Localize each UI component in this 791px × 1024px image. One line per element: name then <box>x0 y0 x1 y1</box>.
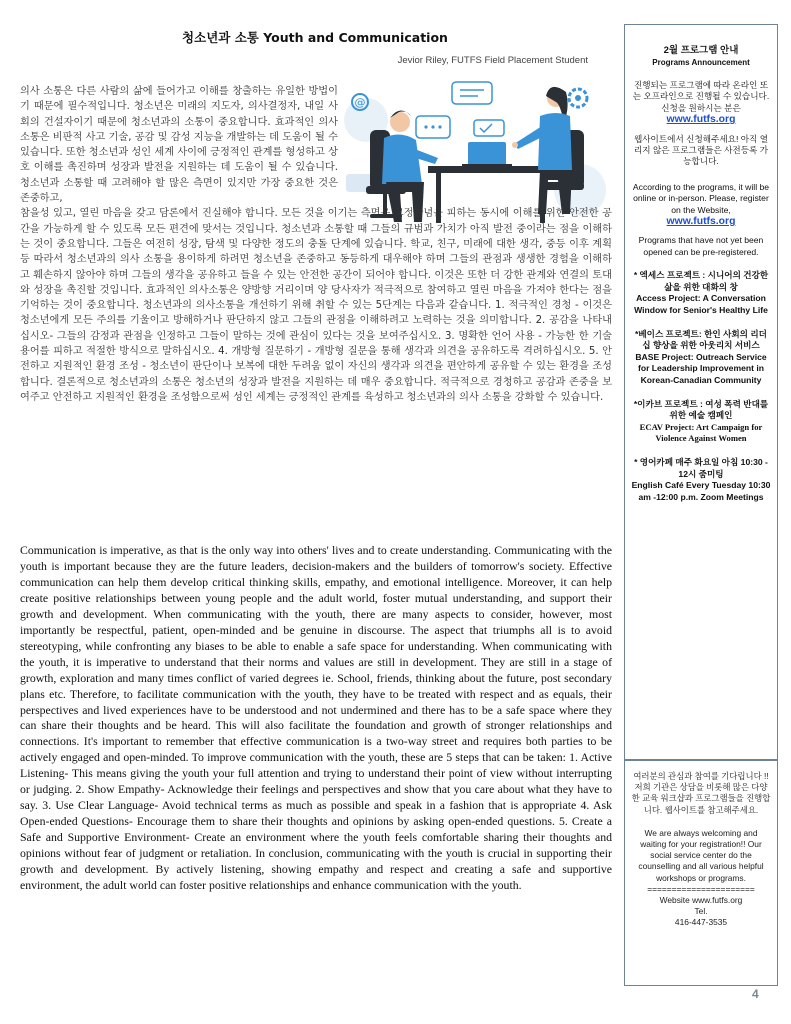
sidebar-title: 2월 프로그램 안내 <box>663 45 739 56</box>
divider-line: ====================== <box>647 883 755 894</box>
tel-label: Tel. <box>694 906 708 917</box>
english-article-text: Communication is imperative, as that is the only way into others' lives and to create understanding. Communicating with the youth is important because they are the future leaders, decision-makers and the builders of tomorrow's society. Effective communication can help them develop critical thinking skills, empathy, and emotional intelligence. Moreover, it can help create positive relationships between young people and the adult world, foster mutual understanding, and support their growth and development. When communicating with the youth, there are many aspects to consider, however, most importantly be respectful, patient, open-minded and be genuine in discourse. The aspect that triumphs all is to avoid stereotyping, while confronting any biases to be able to enable a safe space for understanding. When communicating with the youth, it is imperative to understand that their norms and values are still in development. They are still in a stage of growth, exploration and many times conflict of varied degrees ie. School, friends, thinking about the future, post secondary plans etc. Therefore, to facilitate communication with the youth, they have to be treated with respect and as equals, their perspectives and lived experiences have to be understood and not undermined and there has to be a safe space where they can share their thoughts and be heard. This will also facilitate the foundation and growth of stronger relationships and connections. It's important to remember that effective communication is a two-way street and requires both parties to be actively engaged and open-minded. To improve communication with the youth, these are 5 steps that can be taken: 1. Active Listening- This means giving the youth your full attention and trying to understand their point of view without interrupting or judging. 2. Show Empathy- Acknowledge their feelings and perspectives and show that you care about what they have to say. 3. Use Clear Language- Avoid technical terms as much as possible and speak in a fashion that is appropriate 4. Ask Open-ended Questions- Encourage them to share their thoughts and opinions by asking open-ended questions. 5. Create a Safe and Supportive Environment- Create an environment where the youth feels comfortable sharing their thoughts and opinions without fear of judgment or retaliation. In conclusion, communicating with the youth is crucial in supporting their growth and development. By actively listening, showing empathy and respect and creating a safe and supportive environment, the adult world can foster positive relationships and enhance communication with the youth. <box>20 543 612 893</box>
korean-body-paragraph: 참을성 있고, 열린 마음을 갖고 담론에서 진실해야 합니다. 모든 것을 이기는 측면은 고정관념을 피하는 동시에 이해를 위한 안전한 공간을 가능하게 할 수 있도록 모든 편견에 맞서는 것입니다. 청소년과 소통할 때 그들의 규범과 가치가 아직 발전 중이라는 점을 이해하는 것이 중요합니다. 그들은 여전히 성장, 탐색 및 다양한 정도의 충돌 단계에 있습니다. 학교, 친구, 미래에 대한 생각, 중등 이후 계획 등 따라서 청소년과의 의사 소통을 용이하게 하려면 청소년을 존중하고 동등하게 대우해야 하며 그들의 관점과 생생한 경험을 이해하고 훼손하지 않아야 하며 그들의 생각을 공유하고 들을 수 있는 안전한 공간이 되어야 합니다. 이것은 또한 더 강한 관계와 연결의 토대와 성장을 촉진할 것입니다. 효과적인 의사소통은 양방향 거리이며 양 당사자가 적극적으로 참여하고 열린 마음을 가져야 한다는 점을 기억하는 것이 중요합니다. 청소년과의 의사소통을 개선하기 위해 취할 수 있는 5단계는 다음과 같습니다. 1. 적극적인 경청 - 이것은 청소년에게 모든 주의를 기울이고 방해하거나 판단하지 않고 그들의 관점을 이해하려고 노력하는 것을 의미합니다. 2. 공감을 나타내십시오- 그들의 감정과 관점을 인정하고 그들이 말하는 것에 관심이 있다는 것을 보여주십시오. 3. 명확한 언어 사용 - 가능한 한 기술 용어를 피하고 적절한 방식으로 말하십시오. 4. 개방형 질문하기 - 개방형 질문을 통해 생각과 의견을 공유하도록 격려하십시오. 5. 안전하고 지원적인 환경 조성 - 청소년이 판단이나 보복에 대한 두려움 없이 자신의 생각과 의견을 편안하게 공유할 수 있는 환경을 조성합니다. 결론적으로 청소년과의 소통은 청소년의 성장과 발전을 지원하는 데 매우 중요합니다. 적극적으로 경청하고 공감과 존중을 보여주고 안전하고 지원적인 환경을 조성함으로써 성인 세계는 긍정적인 관계를 육성하고 청소년과의 의사 소통을 강화할 수 있습니다. <box>20 208 612 403</box>
program-access: * 엑세스 프로젝트 : 시니어의 건강한 삶을 위한 대화의 창 Access Project: A Conversation Window for Senior's Healthy Life <box>633 270 769 316</box>
program-english-cafe: * 영어카페 매주 화요일 아침 10:30 - 12시 줌미팅 English Café Every Tuesday 10:30 am -12:00 p.m. Zoom Meetings <box>631 457 771 502</box>
programs-sidebar <box>624 24 778 760</box>
sidebar-korean-note: 웹사이트에서 신청해주세요! 아직 열리지 않은 프로그램들은 사전등록 가능합니다. <box>633 133 769 167</box>
english-info: We are always welcoming and waiting for your registration!! Our social service center do the counselling and all various helpful workshops or programs. <box>638 827 764 883</box>
website-link[interactable]: www.futfs.org <box>666 114 736 126</box>
article-author: Jevior Riley, FUTFS Field Placement Student <box>397 55 588 66</box>
website-link[interactable]: www.futfs.org <box>666 216 736 228</box>
korean-thanks: 여러분의 관심과 참여를 기다립니다 !! <box>633 771 769 781</box>
phone-number: 416-447-3535 <box>674 917 728 928</box>
program-ecav: *이카브 프로젝트 : 여성 폭력 반대를 위한 예술 캠페인 ECAV Project: Art Campaign for Violence Against Women <box>633 398 769 444</box>
contact-box <box>624 760 778 986</box>
page-number: 4 <box>752 987 759 1001</box>
korean-info: 저희 기관은 상담을 비롯해 많은 다양한 교육 워크샵과 프로그램들을 진행합니다. 웹사이트를 참고해주세요. <box>631 782 771 815</box>
program-base: *베이스 프로젝트: 한인 사회의 리더십 향상을 위한 아웃리치 서비스 BASE Project: Outreach Service for Leadership Improvement in Korean-Canadian Community <box>635 328 767 386</box>
article-title: 청소년과 소통 Youth and Communication <box>182 30 448 45</box>
svg-text:@: @ <box>354 96 366 109</box>
sidebar-english-note: Programs that have not yet been opened can be pre-registered. <box>638 235 764 257</box>
website-text: Website www.futfs.org <box>659 895 743 906</box>
sidebar-korean-intro: 진행되는 프로그램에 따라 온라인 또는 오프라인으로 진행될 수 있습니다. 신청을 원하시는 분은 www.futfs.org <box>632 80 770 126</box>
sidebar-subtitle: Programs Announcement <box>652 58 750 67</box>
korean-article-text <box>20 84 612 405</box>
korean-lead-paragraph: 의사 소통은 다른 사람의 삶에 들어가고 이해를 창출하는 유일한 방법이기 때문에 필수적입니다. 청소년은 미래의 지도자, 의사결정자, 내일 사회의 건설자이기 때문에 청소년과의 소통이 중요합니다. 효과적인 의사소통은 비판적 사고 기술, 공감 및 감성 지능을 개발하는 데 도움이 될 수 있습니다. 또한 청소년과 성인 세계 사이에 긍정적인 관계를 형성하고 상호 이해를 촉진하며 성장과 발전을 지원하는 데 도움이 될 수 있습니다. 청소년과 소통할 때 고려해야 할 많은 측면이 있지만 가장 중요한 것은 존중하고, <box>20 86 338 205</box>
sidebar-english-intro: According to the programs, it will be online or in-person. Please, register on the Website, www.futfs.org <box>632 181 770 228</box>
